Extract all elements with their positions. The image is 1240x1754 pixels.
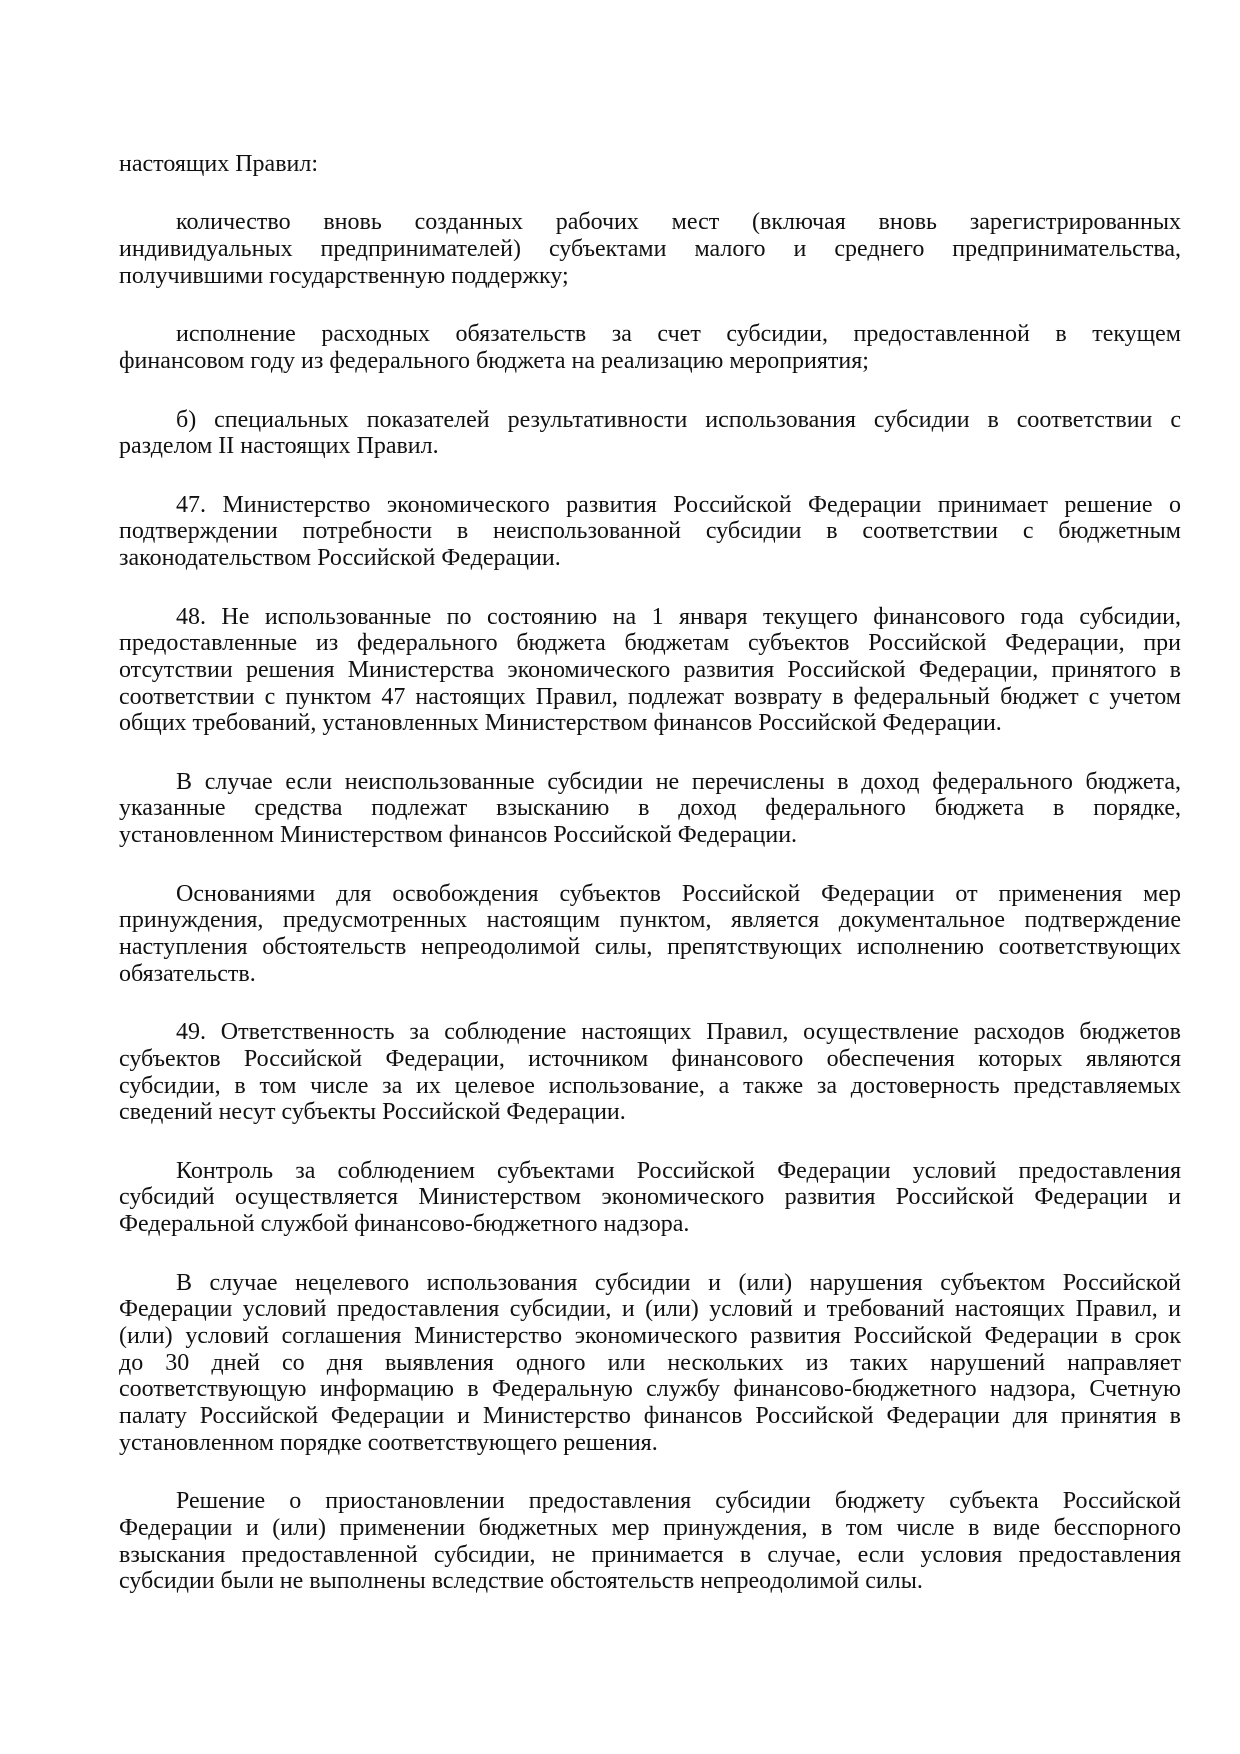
text-line: отсутствии решения Министерства экономического развития Российской Федерации, принятого в: [119, 656, 1181, 683]
text-line: Федерации и (или) применении бюджетных мер принуждения, в том числе в виде бесспорного: [119, 1514, 1181, 1541]
paragraph: [119, 1270, 1181, 1457]
text-line: предоставленные из федерального бюджета бюджетам субъектов Российской Федерации, при: [119, 630, 1181, 657]
text-line: Федерации условий предоставления субсидии, и (или) условий и требований настоящих Правил, и: [119, 1296, 1181, 1323]
text-line: сведений несут субъекты Российской Федерации.: [119, 1099, 626, 1126]
text-line: разделом II настоящих Правил.: [119, 433, 439, 460]
text-line: получившими государственную поддержку;: [119, 262, 569, 289]
text-line: б) специальных показателей результативности использования субсидии в соответствии с: [176, 406, 1181, 433]
text-line: принуждения, предусмотренных настоящим пунктом, является документальное подтверждение: [119, 907, 1181, 934]
text-line: (или) условий соглашения Министерство экономического развития Российской Федерации в срок: [119, 1322, 1181, 1349]
text-line: установленном порядке соответствующего решения.: [119, 1429, 658, 1456]
text-line: Основаниями для освобождения субъектов Российской Федерации от применения мер: [176, 880, 1181, 907]
text-line: до 30 дней со дня выявления одного или нескольких из таких нарушений направляет: [119, 1349, 1181, 1376]
text-line: субсидий осуществляется Министерством экономического развития Российской Федерации и: [119, 1184, 1181, 1211]
text-line: Контроль за соблюдением субъектами Российской Федерации условий предоставления: [176, 1157, 1181, 1184]
text-line: Решение о приостановлении предоставления субсидии бюджету субъекта Российской: [176, 1488, 1181, 1515]
text-line: общих требований, установленных Министерством финансов Российской Федерации.: [119, 710, 1002, 737]
paragraph: [119, 407, 1181, 460]
text-line: наступления обстоятельств непреодолимой силы, препятствующих исполнению соответствующих: [119, 934, 1181, 961]
text-line: субсидии, в том числе за их целевое использование, а также за достоверность представляемых: [119, 1072, 1181, 1099]
text-line: настоящих Правил:: [119, 151, 319, 177]
paragraph: [119, 321, 1181, 374]
text-line: Федеральной службой финансово-бюджетного надзора.: [119, 1211, 690, 1238]
text-line: соответствии с пунктом 47 настоящих Правил, подлежат возврату в федеральный бюджет с учетом: [119, 683, 1181, 710]
text-line: 47. Министерство экономического развития Российской Федерации принимает решение о: [176, 491, 1181, 518]
text-line: подтверждении потребности в неиспользованной субсидии в соответствии с бюджетным: [119, 518, 1181, 545]
text-line: В случае если неиспользованные субсидии не перечислены в доход федерального бюджета,: [176, 768, 1181, 795]
document-page: [119, 151, 1181, 1595]
text-line: количество вновь созданных рабочих мест (включая вновь зарегистрированных: [176, 209, 1181, 236]
paragraph: [119, 151, 1181, 178]
text-line: установленном Министерством финансов Российской Федерации.: [119, 822, 798, 849]
paragraph: [119, 209, 1181, 289]
text-line: законодательством Российской Федерации.: [119, 545, 561, 572]
text-line: индивидуальных предпринимателей) субъектами малого и среднего предпринимательства,: [119, 236, 1181, 263]
text-line: субъектов Российской Федерации, источником финансового обеспечения которых являются: [119, 1045, 1181, 1072]
paragraph: [119, 492, 1181, 572]
text-line: обязательств.: [119, 960, 256, 987]
text-line: субсидии были не выполнены вследствие обстоятельств непреодолимой силы.: [119, 1568, 923, 1595]
text-line: 48. Не использованные по состоянию на 1 января текущего финансового года субсидии,: [176, 603, 1181, 630]
paragraph: [119, 769, 1181, 849]
paragraph: [119, 1488, 1181, 1595]
paragraph: [119, 1019, 1181, 1126]
text-line: указанные средства подлежат взысканию в доход федерального бюджета в порядке,: [119, 795, 1181, 822]
text-line: взыскания предоставленной субсидии, не принимается в случае, если условия предоставления: [119, 1541, 1181, 1568]
text-line: В случае нецелевого использования субсидии и (или) нарушения субъектом Российской: [176, 1269, 1181, 1296]
text-line: соответствующую информацию в Федеральную службу финансово-бюджетного надзора, Счетную: [119, 1376, 1181, 1403]
paragraph: [119, 604, 1181, 737]
text-line: палату Российской Федерации и Министерство финансов Российской Федерации для принятия в: [119, 1403, 1181, 1430]
text-line: финансовом году из федерального бюджета на реализацию мероприятия;: [119, 348, 869, 375]
text-line: исполнение расходных обязательств за счет субсидии, предоставленной в текущем: [176, 321, 1181, 348]
text-line: 49. Ответственность за соблюдение настоящих Правил, осуществление расходов бюджетов: [176, 1019, 1181, 1046]
paragraph: [119, 881, 1181, 988]
paragraph: [119, 1158, 1181, 1238]
